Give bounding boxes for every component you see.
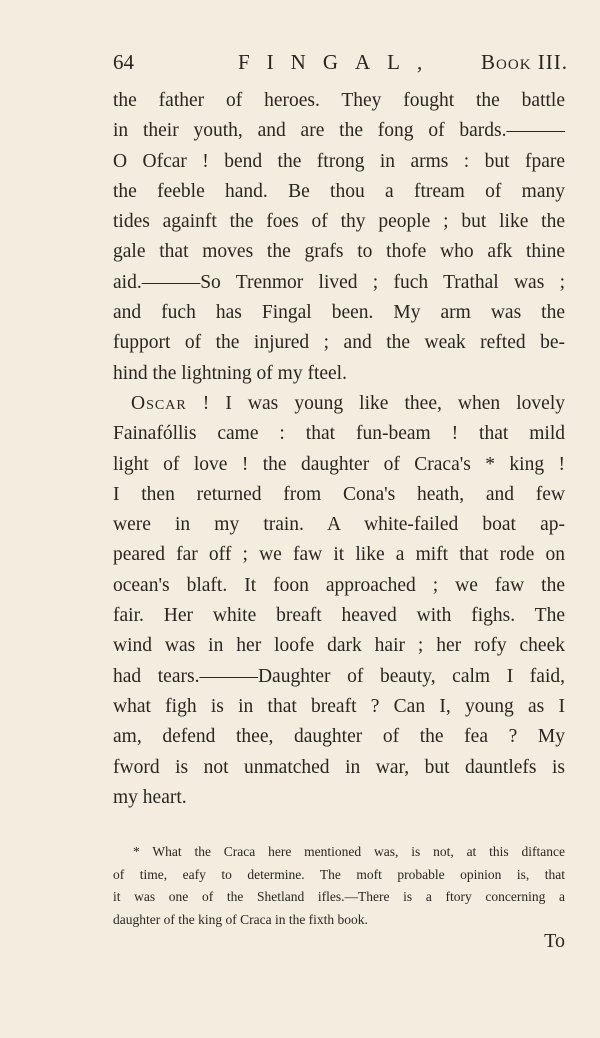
footnote-line: of time, eafy to determine. The moft probable opinion is, that — [113, 866, 565, 882]
text-line: had tears.———Daughter of beauty, calm I faid, — [113, 665, 565, 687]
text-line: am, defend thee, daughter of the fea ? My — [113, 726, 565, 748]
footnote-line: * What the Craca here mentioned was, is not, at this diftance — [133, 844, 565, 859]
page-number: 64 — [113, 50, 134, 74]
page-header — [113, 50, 568, 80]
text-line: tides againft the foes of thy people ; but like the — [113, 211, 565, 233]
text-line: I then returned from Cona's heath, and few — [113, 483, 565, 505]
paragraph-start — [113, 389, 565, 419]
footnote-line: it was one of the Shetland ifles.—There is a ftory concerning a — [113, 889, 565, 905]
text-line: peared far off ; we faw it like a mift that rode on — [113, 544, 565, 566]
book-label: Book III. — [481, 50, 568, 74]
text-line: aid.———So Trenmor lived ; fuch Trathal was ; — [113, 271, 565, 293]
text-line: fupport of the injured ; and the weak refted be- — [113, 332, 565, 354]
catchword: To — [544, 930, 565, 952]
text-line: the feeble hand. Be thou a ftream of many — [113, 180, 565, 202]
text-line: fword is not unmatched in war, but dauntlefs is — [113, 756, 565, 778]
footnote-line: daughter of the king of Craca in the fixth book. — [113, 911, 368, 927]
text-line: O Ofcar ! bend the ftrong in arms : but fpare — [113, 150, 565, 172]
running-title: FINGAL, — [238, 50, 440, 74]
speaker-name: Oscar — [131, 392, 187, 414]
footnote — [113, 841, 565, 931]
text-line: the father of heroes. They fought the battle — [113, 90, 565, 111]
text-line: fair. Her white breaft heaved with fighs. The — [113, 605, 565, 627]
text-line: my heart. — [113, 786, 187, 808]
text-line: what figh is in that breaft ? Can I, young as I — [113, 695, 565, 717]
main-text — [113, 86, 565, 813]
text-line: in their youth, and are the fong of bards.——— — [113, 120, 565, 142]
text-line: were in my train. A white-failed boat ap- — [113, 514, 565, 536]
text-line: ocean's blaft. It foon approached ; we faw the — [113, 574, 565, 596]
text-line: and fuch has Fingal been. My arm was the — [113, 302, 565, 324]
text-line: light of love ! the daughter of Craca's * king ! — [113, 453, 565, 475]
text-line-rest: ! I was young like thee, when lovely — [202, 392, 565, 414]
text-line: Fainafóllis came : that fun-beam ! that mild — [113, 423, 565, 445]
text-line: wind was in her loofe dark hair ; her rofy cheek — [113, 635, 565, 657]
text-line: hind the lightning of my fteel. — [113, 362, 347, 384]
text-line: gale that moves the grafs to thofe who afk thine — [113, 241, 565, 263]
